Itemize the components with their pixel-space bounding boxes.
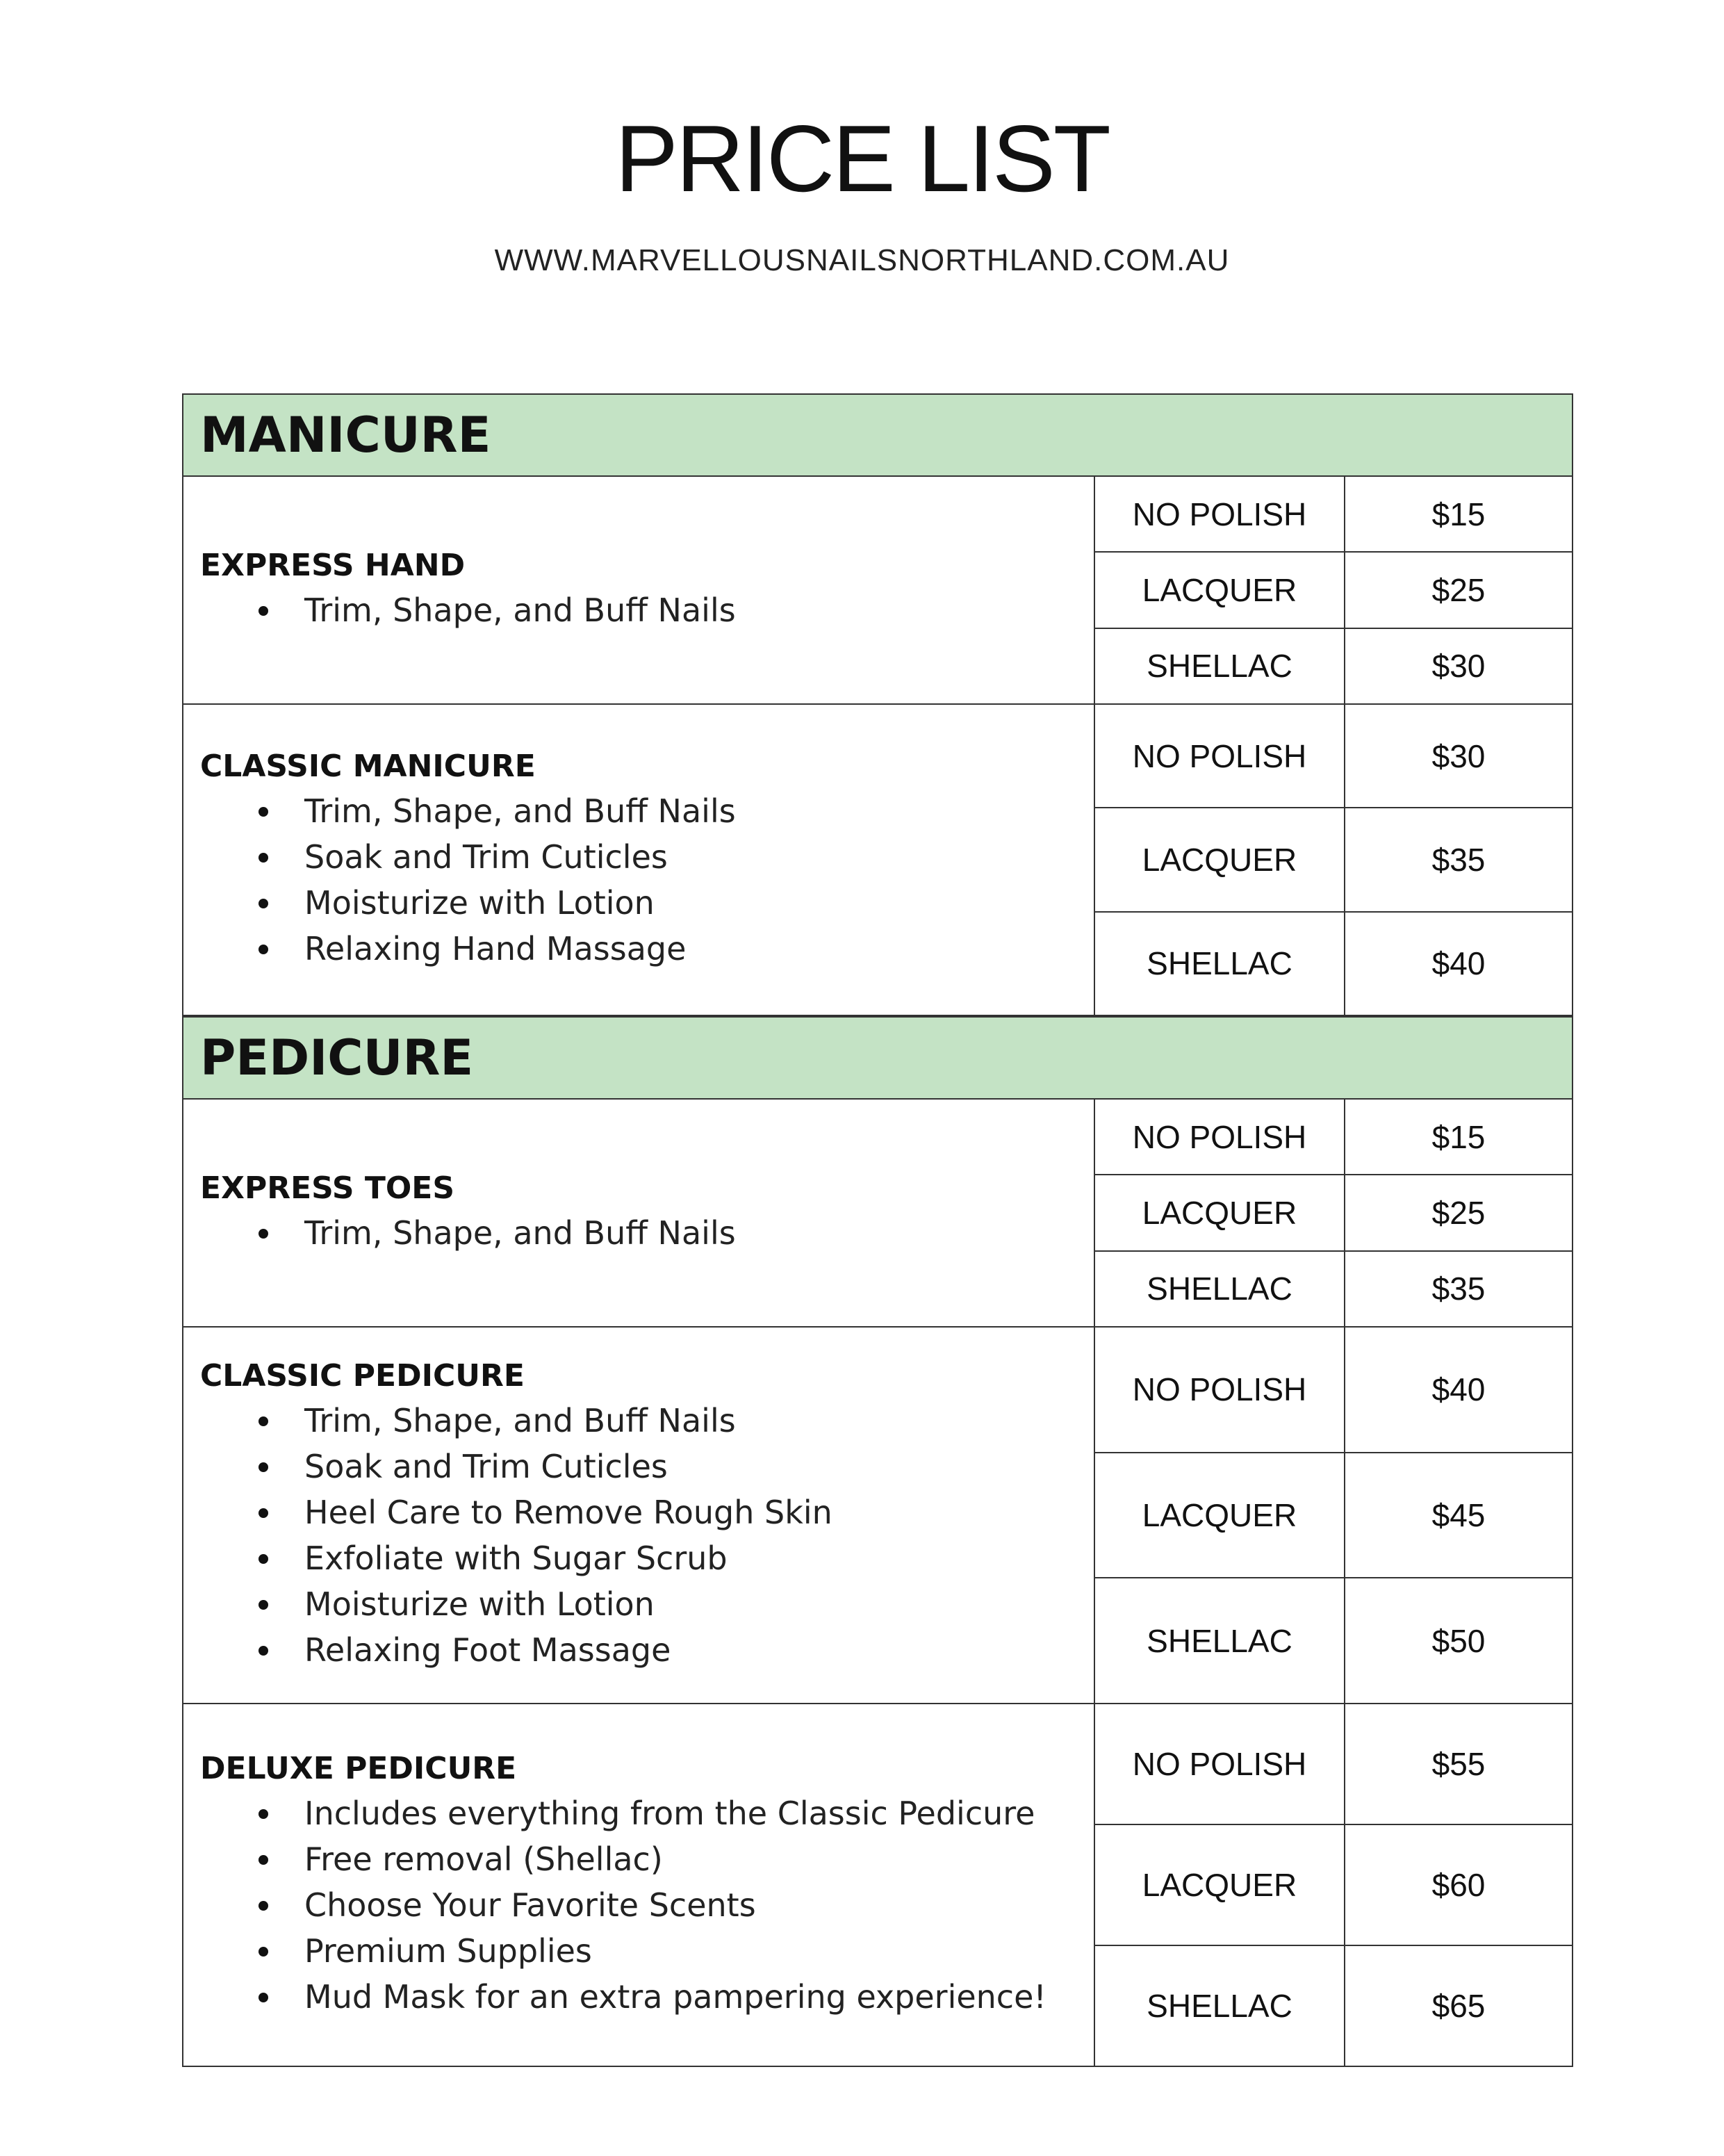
price-options	[1095, 1704, 1572, 2066]
service-express-toes	[182, 1100, 1573, 1328]
price-option-row	[1095, 808, 1572, 912]
feature-item: Choose Your Favorite Scents	[200, 1882, 1094, 1928]
option-price: $25	[1431, 1194, 1486, 1231]
feature-list	[200, 1790, 1094, 2020]
feature-item: Soak and Trim Cuticles	[200, 834, 1094, 880]
feature-item: Premium Supplies	[200, 1928, 1094, 1974]
feature-item: Moisturize with Lotion	[200, 1581, 1094, 1627]
price-option-row	[1095, 1100, 1572, 1175]
price-options	[1095, 1328, 1572, 1703]
option-type: NO POLISH	[1095, 1704, 1345, 1824]
price-option-row	[1095, 477, 1572, 553]
feature-item: Soak and Trim Cuticles	[200, 1444, 1094, 1489]
section-header-pedicure: PEDICURE	[182, 1016, 1573, 1100]
option-type: SHELLAC	[1095, 1946, 1345, 2066]
service-name: EXPRESS TOES	[200, 1170, 455, 1206]
option-price: $35	[1431, 1271, 1486, 1307]
price-option-row	[1095, 1825, 1572, 1946]
feature-list	[200, 788, 1094, 972]
option-price: $65	[1431, 1988, 1486, 2024]
feature-item: Trim, Shape, and Buff Nails	[200, 587, 1094, 633]
price-option-row	[1095, 1578, 1572, 1703]
option-type: NO POLISH	[1095, 1100, 1345, 1174]
option-price: $15	[1431, 496, 1486, 532]
feature-list	[200, 1210, 1094, 1256]
option-price: $40	[1431, 945, 1486, 982]
option-price: $55	[1431, 1746, 1486, 1782]
price-option-row	[1095, 1946, 1572, 2066]
section-header-manicure: MANICURE	[182, 393, 1573, 477]
price-option-row	[1095, 629, 1572, 703]
service-description	[183, 1100, 1095, 1326]
price-options	[1095, 1100, 1572, 1326]
price-options	[1095, 477, 1572, 703]
feature-item: Includes everything from the Classic Pedicure	[200, 1790, 1094, 1836]
price-option-row	[1095, 705, 1572, 808]
website-url: WWW.MARVELLOUSNAILSNORTHLAND.COM.AU	[494, 243, 1230, 277]
option-price: $45	[1431, 1497, 1486, 1533]
option-price: $30	[1431, 737, 1486, 774]
price-option-row	[1095, 1328, 1572, 1453]
price-option-row	[1095, 1453, 1572, 1579]
feature-item: Trim, Shape, and Buff Nails	[200, 788, 1094, 834]
service-name: CLASSIC PEDICURE	[200, 1357, 525, 1394]
price-option-row	[1095, 1252, 1572, 1326]
option-price: $30	[1431, 648, 1486, 685]
option-type: SHELLAC	[1095, 1252, 1345, 1326]
option-price: $35	[1431, 841, 1486, 878]
price-option-row	[1095, 1704, 1572, 1825]
feature-item: Heel Care to Remove Rough Skin	[200, 1489, 1094, 1535]
feature-item: Exfoliate with Sugar Scrub	[200, 1535, 1094, 1581]
feature-item: Trim, Shape, and Buff Nails	[200, 1398, 1094, 1444]
option-type: SHELLAC	[1095, 1578, 1345, 1703]
service-deluxe-pedicure	[182, 1704, 1573, 2067]
option-type: LACQUER	[1095, 553, 1345, 627]
service-classic-manicure	[182, 705, 1573, 1016]
page-title: PRICE LIST	[615, 106, 1109, 211]
price-options	[1095, 705, 1572, 1015]
service-express-hand	[182, 477, 1573, 705]
option-price: $50	[1431, 1622, 1486, 1659]
feature-item: Relaxing Hand Massage	[200, 926, 1094, 972]
price-option-row	[1095, 553, 1572, 628]
option-price: $60	[1431, 1867, 1486, 1903]
price-option-row	[1095, 1175, 1572, 1251]
feature-item: Trim, Shape, and Buff Nails	[200, 1210, 1094, 1256]
option-price: $15	[1431, 1118, 1486, 1155]
service-description	[183, 1704, 1095, 2066]
feature-item: Mud Mask for an extra pampering experience!	[200, 1974, 1094, 2020]
feature-list	[200, 587, 1094, 633]
feature-item: Relaxing Foot Massage	[200, 1627, 1094, 1673]
service-description	[183, 1328, 1095, 1703]
option-type: LACQUER	[1095, 1453, 1345, 1578]
service-description	[183, 705, 1095, 1015]
service-name: EXPRESS HAND	[200, 547, 466, 583]
option-type: LACQUER	[1095, 1825, 1345, 1945]
service-name: CLASSIC MANICURE	[200, 748, 536, 784]
option-type: NO POLISH	[1095, 477, 1345, 551]
option-type: NO POLISH	[1095, 1328, 1345, 1452]
price-option-row	[1095, 913, 1572, 1015]
option-type: SHELLAC	[1095, 913, 1345, 1015]
service-classic-pedicure	[182, 1328, 1573, 1704]
option-type: NO POLISH	[1095, 705, 1345, 807]
feature-list	[200, 1398, 1094, 1673]
feature-item: Free removal (Shellac)	[200, 1836, 1094, 1882]
option-price: $25	[1431, 571, 1486, 608]
feature-item: Moisturize with Lotion	[200, 880, 1094, 926]
service-description	[183, 477, 1095, 703]
option-type: LACQUER	[1095, 1175, 1345, 1250]
option-type: LACQUER	[1095, 808, 1345, 910]
option-price: $40	[1431, 1371, 1486, 1408]
price-table	[182, 393, 1573, 2067]
service-name: DELUXE PEDICURE	[200, 1750, 517, 1786]
option-type: SHELLAC	[1095, 629, 1345, 703]
